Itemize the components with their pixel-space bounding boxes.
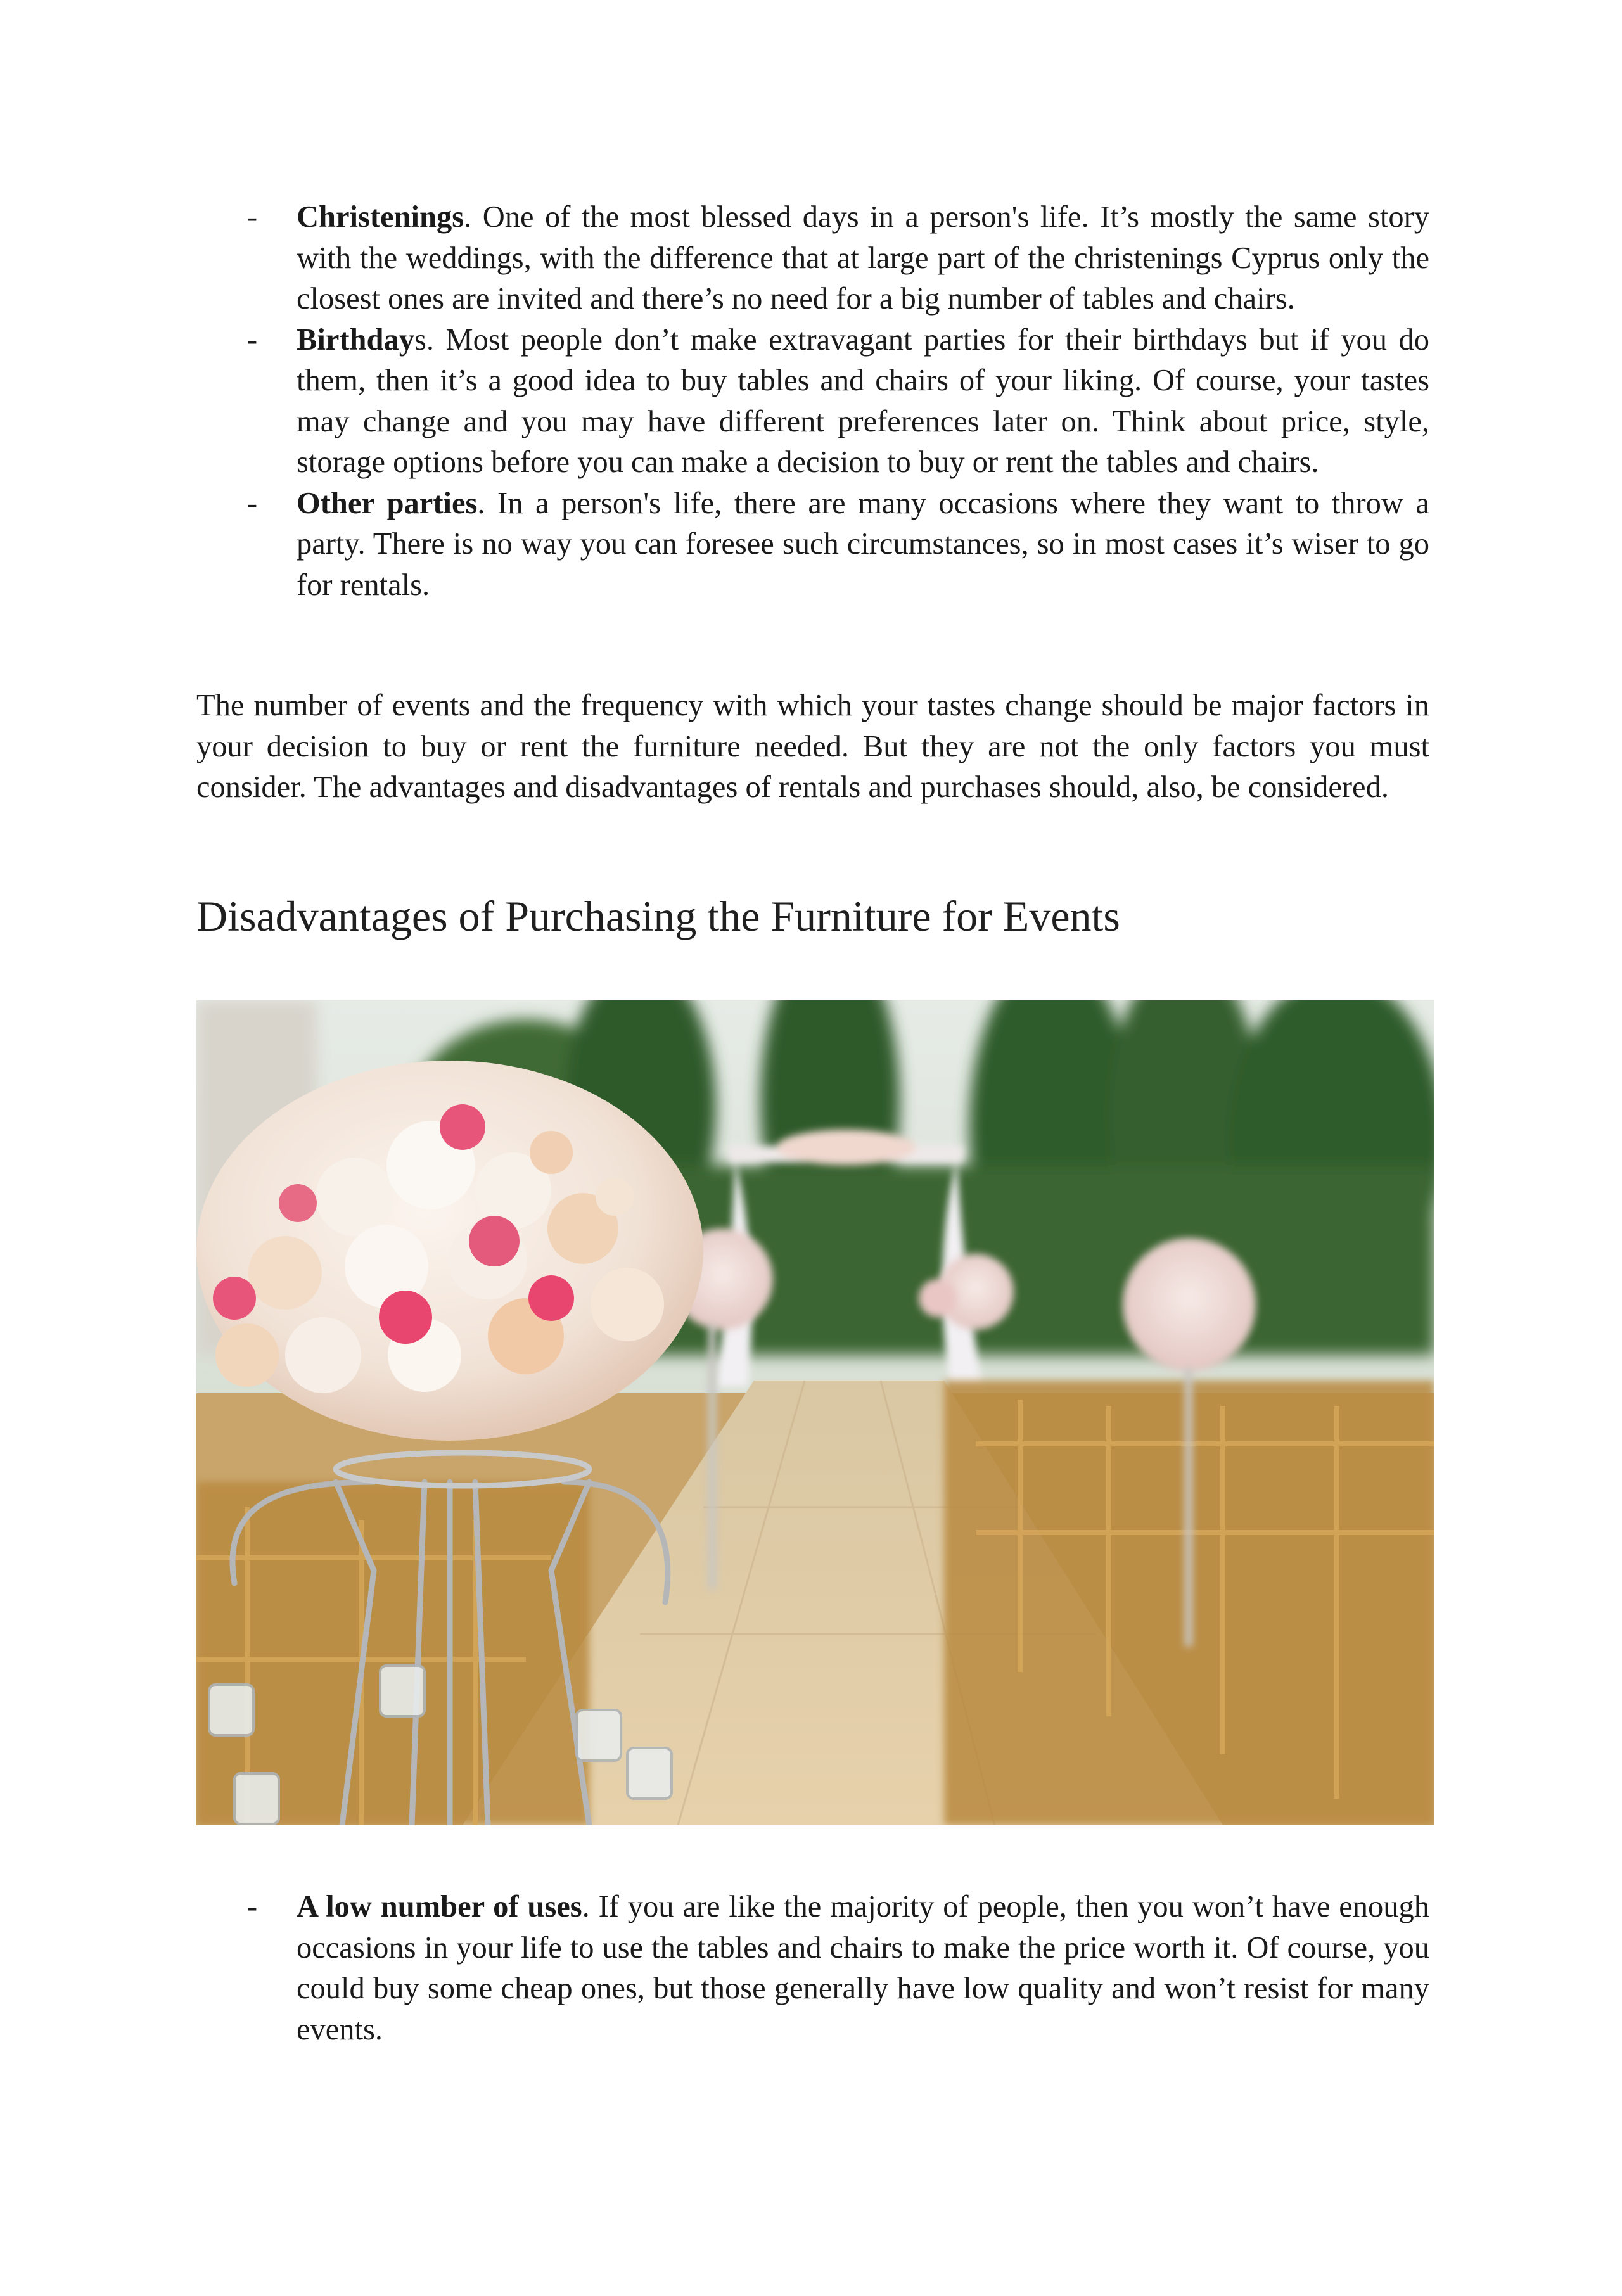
body-paragraph: The number of events and the frequency with which your tastes change should be major factors in your decision to buy or rent the furniture needed. But they are not the only factors you must consider. The advantages and disadvantages of rentals and purchases should, also, be considered. [196,689,1429,804]
list-item-text: . In a person's life, there are many occasions where they want to throw a party. There is no way you can foresee such circumstances, so in most cases it’s wiser to go for rentals. [297,486,1429,602]
wedding-aisle-photo [196,1000,1434,1825]
disadvantages-list [196,1887,1429,2050]
event-types-list [196,197,1429,606]
list-item-text: . One of the most blessed days in a person's life. It’s mostly the same story with the weddings, with the difference that at large part of the christenings Cyprus only the closest ones are invited and there’s no need for a big number of tables and chairs. [297,200,1429,316]
list-marker: - [247,486,258,520]
list-item-term: A low number of uses [297,1890,582,1923]
list-item-term: Christenings [297,200,464,234]
list-item-christenings [196,197,1429,320]
list-item-text: s. Most people don’t make extravagant parties for their birthdays but if you do them, then it’s a good idea to buy tables and chairs of your liking. Of course, your tastes may change and you may have different preferences later on. Think about price, style, storage options before you can make a decision to buy or rent the tables and chairs. [297,322,1429,479]
list-item-low-number-of-uses [196,1887,1429,2050]
list-item-term: Birthday [297,322,414,357]
list-item-other-parties [196,483,1429,606]
list-marker: - [247,322,258,357]
list-item-text: . If you are like the majority of people, then you won’t have enough occasions in your life to use the tables and chairs to make the price worth it. Of course, you could buy some cheap ones, but those generally have low quality and won’t resist for many events. [297,1890,1429,2046]
section-heading: Disadvantages of Purchasing the Furniture for Events [196,892,1120,940]
list-item-birthdays [196,320,1429,483]
list-marker: - [247,200,258,234]
list-marker: - [247,1890,258,1923]
list-item-term: Other parties [297,486,478,520]
